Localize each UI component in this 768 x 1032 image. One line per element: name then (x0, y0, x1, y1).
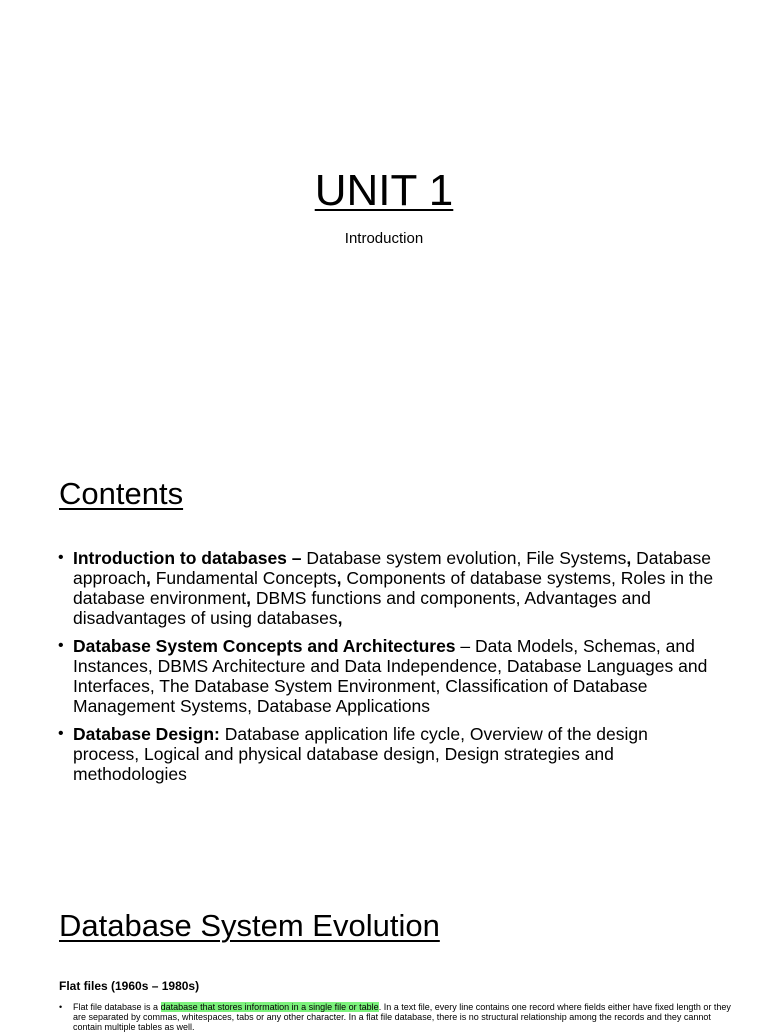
unit-title: UNIT 1 (314, 166, 454, 215)
item-text: Database application life cycle, Overview of the design process, Logical and physical database design, Design strategies and methodologies (73, 724, 648, 784)
flat-files-heading: Flat files (1960s – 1980s) (59, 979, 200, 993)
evolution-heading: Database System Evolution (59, 908, 440, 943)
contents-list (58, 548, 718, 792)
slide-evolution (0, 864, 768, 1032)
unit-subtitle: Introduction (344, 230, 424, 247)
item-text: Database system evolution, File Systems (301, 548, 627, 568)
bullet-icon: • (58, 725, 64, 742)
highlighted-text: database that stores information in a single file or table (160, 1002, 379, 1012)
flat-files-bullet (59, 1002, 733, 1032)
bullet-icon: • (58, 637, 64, 654)
item-text: Components of database systems, Roles in the database environment (73, 568, 714, 608)
bullet-text: Flat file database is a (73, 1002, 161, 1012)
bullet-icon: • (59, 1002, 63, 1012)
item-text: – Data Models, Schemas, and Instances, DBMS Architecture and Data Independence, Database Languages and Interfaces, The Database System Environment, Classification of Database Management Systems, Database Applications (73, 636, 708, 716)
bullet-icon: • (58, 549, 64, 566)
list-item (58, 636, 718, 716)
list-item (58, 724, 718, 784)
item-title: Database System Concepts and Architectures (73, 636, 456, 656)
item-comma: , (336, 568, 342, 588)
item-text: DBMS functions and components, Advantages and disadvantages of using databases (73, 588, 651, 628)
item-comma: , (626, 548, 632, 568)
item-comma: , (337, 608, 343, 628)
bullet-text: . In a text file, every line contains one record where fields either have fixed length or they are separated by commas, whitespaces, tabs or any other character. In a flat file database, there is no structural relationship among the records and they cannot contain multiple tables as well. (73, 1002, 731, 1032)
slide-contents (0, 432, 768, 864)
item-comma: , (145, 568, 151, 588)
list-item (58, 548, 718, 628)
item-text: Fundamental Concepts (150, 568, 337, 588)
item-comma: , (246, 588, 252, 608)
item-title: Database Design: (73, 724, 220, 744)
contents-heading: Contents (59, 476, 184, 511)
item-title: Introduction to databases – (73, 548, 302, 568)
slide-title (0, 0, 768, 432)
item-text: Database approach (73, 548, 712, 588)
